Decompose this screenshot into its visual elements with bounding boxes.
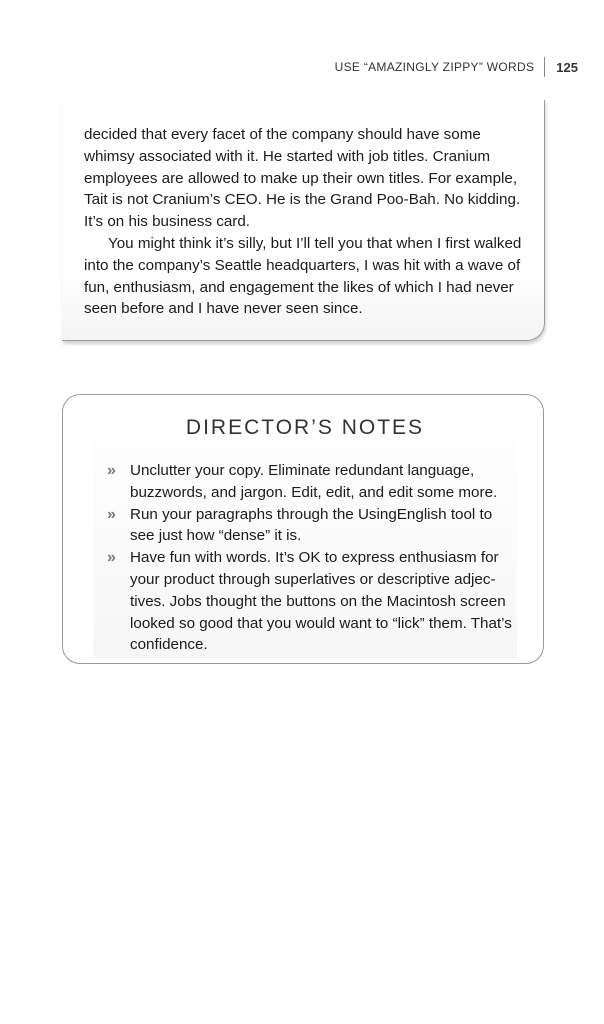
- directors-notes-title: DIRECTOR’S NOTES: [185, 416, 425, 439]
- list-item: [105, 504, 515, 548]
- chevron-bullet-icon: »: [107, 549, 116, 567]
- paragraph: You might think it’s silly, but I’ll tell you that when I first walked into the company’s Seattle headquarters, I was hit with a wave of fun, enthusiasm, and engagement the likes of which I had never seen before and I have never seen since.: [84, 234, 522, 318]
- list-item: [105, 547, 515, 656]
- running-head: [335, 57, 578, 77]
- page-number: 125: [556, 59, 578, 75]
- running-head-title: USE “AMAZINGLY ZIPPY” WORDS: [334, 60, 535, 74]
- paragraph: decided that every facet of the company should have some whimsy associated with it. He started with job titles. Cranium employees are allowed to make up their own titles. For example, Tait is not Cranium’s CEO. He is the Grand Poo-Bah. No kidding. It’s on his business card.: [84, 126, 521, 231]
- chevron-bullet-icon: »: [107, 505, 116, 523]
- body-text: [84, 124, 534, 320]
- list-item-text: Unclutter your copy. Eliminate redundant language, buzzwords, and jargon. Edit, edit, and edit some more.: [130, 462, 498, 501]
- directors-notes-list: [105, 460, 515, 656]
- list-item-text: Have fun with words. It’s OK to express enthusiasm for your product through superlatives or descriptive adjectives. Jobs thought the buttons on the Macintosh screen looked so good that you would want to “lick” them. That’s confidence.: [130, 549, 512, 654]
- list-item-text: Run your paragraphs through the UsingEnglish tool to see just how “dense” it is.: [130, 505, 493, 545]
- directors-notes-panel: [93, 400, 517, 658]
- directors-notes-box: [62, 394, 544, 664]
- running-head-divider: [544, 57, 545, 77]
- list-item: [105, 460, 515, 504]
- chevron-bullet-icon: »: [107, 462, 116, 479]
